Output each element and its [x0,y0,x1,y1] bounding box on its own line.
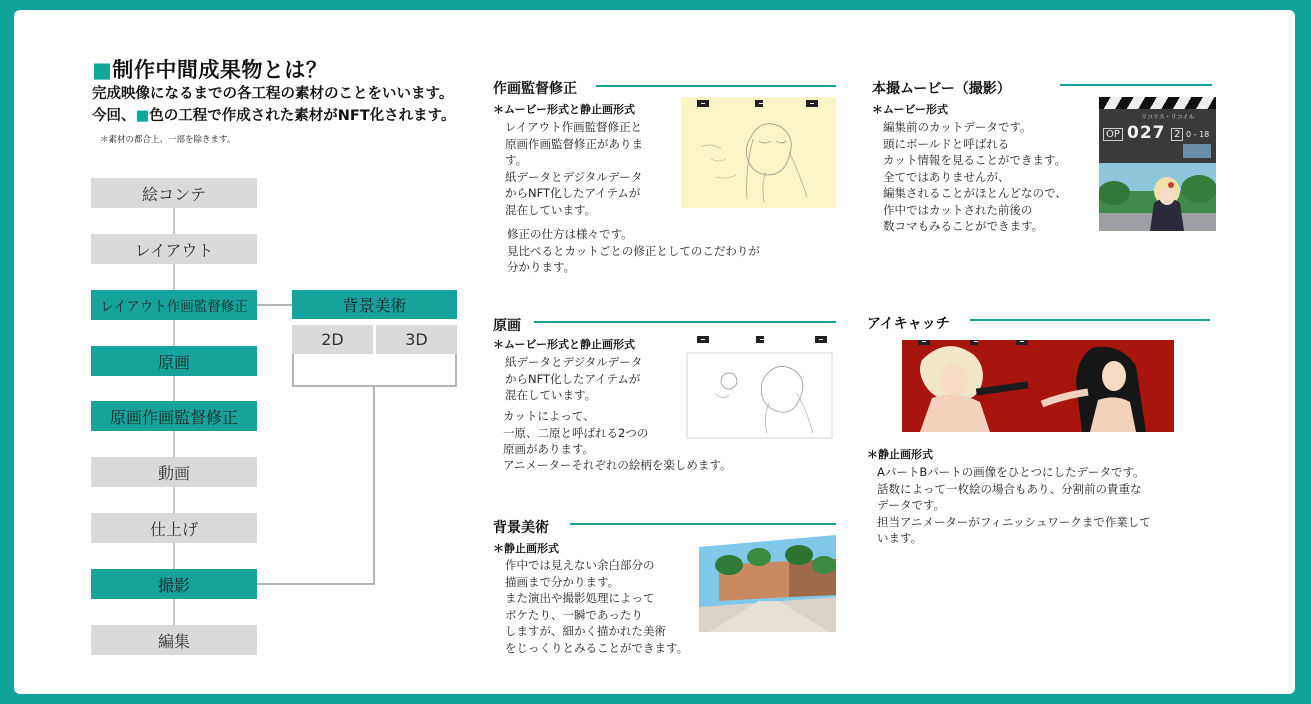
text-haikei: 作中では見えない余白部分の 描画まで分かります。 また演出や撮影処理によって ボケたり、一瞬であったり しますが、細かく描かれた美術 をじっくりとみることができます。 [505,558,689,655]
slate-sub-number: 2 [1171,128,1183,141]
merge-line-horizontal [257,583,375,585]
bracket-right [455,354,457,386]
sakkan-correction-image [681,97,836,208]
flow-step-storyboard: 絵コンテ [91,178,257,208]
background-art-scene [699,535,836,632]
eyecatch-illustration [902,340,1174,432]
eyecatch-image [902,340,1174,432]
section-title-haikei: 背景美術 [493,520,549,536]
page-title [92,54,327,84]
format-genga: ＊ムービー形式と静止画形式 [493,338,636,351]
flow-step-3d: 3D [376,325,457,354]
flow-step-2d: 2D [292,325,373,354]
text-eyecatch: AパートBパートの画像をひとつにしたデータです。 話数によって一枚絵の場合もあり、分割前の貴重な データです。 担当アニメーターがフィニッシュワークまで作業して います。 [877,465,1151,545]
slate-cut-number: 027 [1127,123,1166,143]
section-rule-eyecatch [970,319,1210,321]
format-sakkan: ＊ムービー形式と静止画形式 [493,103,636,116]
flow-step-key-correction: 原画作画監督修正 [91,401,257,431]
format-movie: ＊ムービー形式 [872,103,949,116]
section-title-genga: 原画 [493,318,521,334]
slate-thumbnail [1183,144,1211,158]
slate-title: リコリス・リコイル [1141,114,1195,121]
text-genga-2: カットによって、 一原、二原と呼ばれる2つの 原画があります。 [503,409,649,456]
flow-step-layout: レイアウト [91,234,257,264]
teal-square-icon: ■ [92,58,113,82]
intro-note: ＊素材の都合上、一部を除きます。 [100,135,236,145]
sketch-drawing [681,97,836,208]
registration-mark [970,340,978,345]
merge-line-vertical [373,386,375,584]
section-title-sakkan: 作画監督修正 [493,81,577,97]
movie-frame-image [1099,163,1216,231]
registration-mark [1016,340,1028,345]
slate-op: OP [1103,128,1123,141]
text-movie: 編集前のカットデータです。 頭にボールドと呼ばれる カット情報を見ることができます。 全てではありませんが、 編集されることがほとんどなので、 作中ではカットされた前後の 数コマもみることができます。 [883,120,1067,233]
page-title-text: 制作中間成果物とは？ [112,58,328,82]
flow-step-inbetween: 動画 [91,457,257,487]
text-sakkan-2: 修正の仕方は様々です。 見比べるとカットごとの修正としてのこだわりが 分かります。 [507,227,760,274]
genga-key-animation-image [679,333,837,441]
flow-step-key-animation: 原画 [91,346,257,376]
flow-step-photography: 撮影 [91,569,257,599]
flow-step-editing: 編集 [91,625,257,655]
branch-line-top [257,304,292,306]
movie-frame-scene [1099,163,1216,231]
flow-step-layout-correction: レイアウト作画監督修正 [91,290,257,320]
section-title-eyecatch: アイキャッチ [867,316,950,332]
text-sakkan-1: レイアウト作画監督修正と 原画作画監督修正がありま す。 紙データとデジタルデータ からNFT化したアイテムが 混在しています。 [505,120,643,217]
section-rule-movie [1060,84,1212,86]
bracket-left [292,354,294,386]
text-genga-1: 紙データとデジタルデータ からNFT化したアイテムが 混在しています。 [505,355,643,402]
intro-line-2: 色の工程で作成された素材がNFT化されます。 [149,108,456,124]
slate-stripes [1099,97,1216,109]
slate-time: 0 - 18 [1186,130,1210,139]
background-art-image [699,535,836,632]
section-title-movie: 本撮ムービー（撮影） [872,81,1011,97]
flow-step-background-art: 背景美術 [292,290,457,319]
intro-text [92,83,464,151]
flow-step-finishing: 仕上げ [91,513,257,543]
section-rule-genga [534,321,836,323]
section-rule-haikei [570,523,836,525]
registration-mark [918,340,930,345]
clapperboard-image [1099,97,1216,163]
text-genga-3: アニメーターそれぞれの絵柄を楽しめます。 [503,458,732,472]
sketch-drawing [679,333,837,441]
intro-line-1: 完成映像になるまでの各工程の素材のことをいいます。今回、 [92,86,454,124]
section-rule-sakkan [596,85,836,87]
format-eyecatch: ＊静止画形式 [867,448,933,461]
format-haikei: ＊静止画形式 [493,542,559,555]
teal-square-inline-icon: ■ [135,108,150,124]
